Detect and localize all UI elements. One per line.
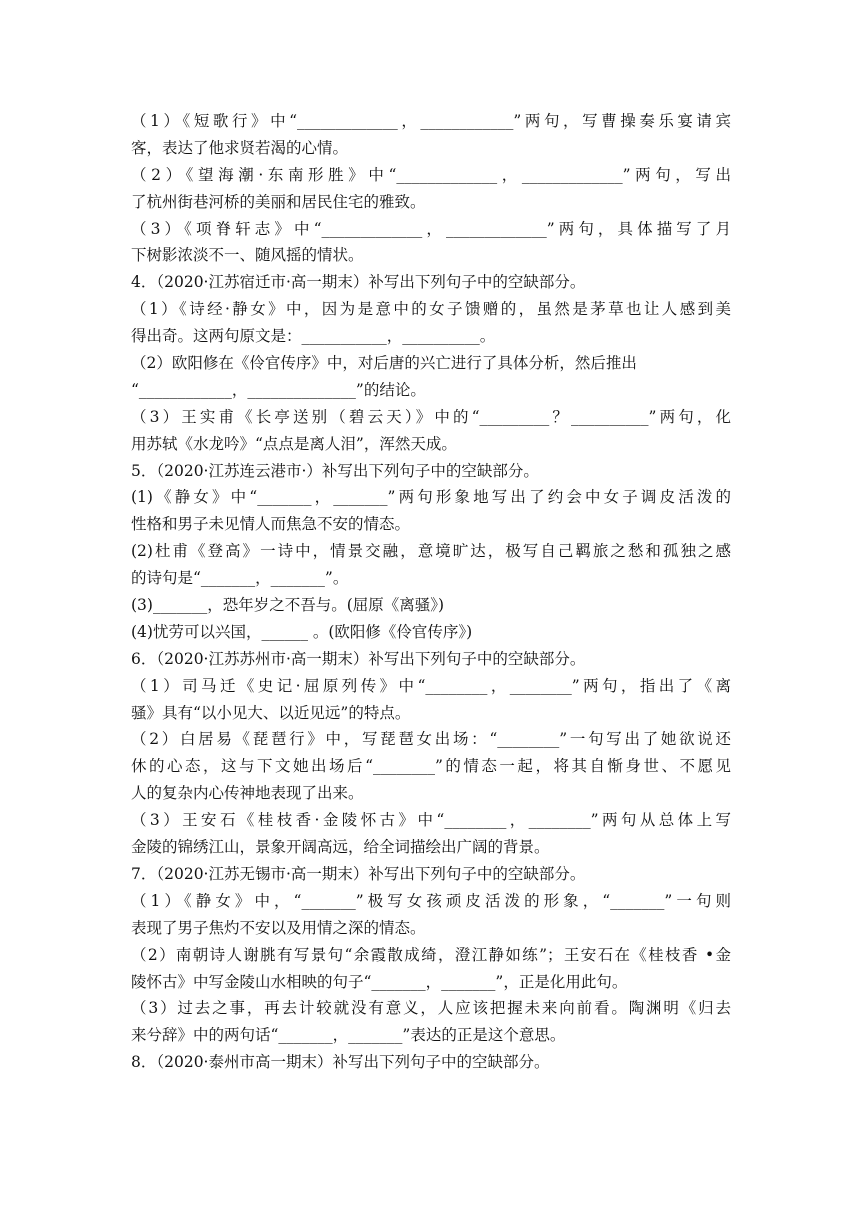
text-line: (3)_______，恐年岁之不吾与。(屈原《离骚》) (131, 596, 445, 615)
text-line: （3）《项脊轩志》中“_____________，_____________”两句，具体描写了月 (131, 219, 731, 238)
text-line: 休的心态，这与下文她出场后“________”的情态一起，将其自惭身世、不愿见 (131, 757, 731, 776)
text-line: （3）过去之事，再去计较就没有意义，人应该把握未来向前看。陶渊明《归去 (131, 999, 731, 1018)
text-line: （1）《静女》中，“_______”极写女孩顽皮活泼的形象，“_______”一句则 (131, 891, 731, 910)
text-line: 4．（2020·江苏宿迁市·高一期末）补写出下列句子中的空缺部分。 (131, 273, 586, 292)
text-line: (2)杜甫《登高》一诗中，情景交融，意境旷达，极写自己羁旅之愁和孤独之感 (131, 542, 731, 561)
text-line: 5．（2020·江苏连云港市·）补写出下列句子中的空缺部分。 (131, 461, 539, 480)
text-line: 人的复杂内心传神地表现了出来。 (131, 784, 364, 803)
text-line: （2）欧阳修在《伶官传序》中，对后唐的兴亡进行了具体分析，然后推出 (131, 354, 637, 373)
text-line: “____________，______________”的结论。 (131, 380, 426, 399)
text-line: 下树影浓淡不一、随风摇的情状。 (131, 246, 364, 265)
text-line: 金陵的锦绣江山，景象开阔高远，给全词描绘出广阔的背景。 (131, 838, 550, 857)
text-line: （1）《诗经·静女》中，因为是意中的女子馈赠的，虽然是茅草也让人感到美 (131, 300, 731, 319)
text-line: （3）王安石《桂枝香·金陵怀古》中“________，________”两句从总体上写 (131, 811, 731, 830)
text-line: 陵怀古》中写金陵山水相映的句子“_______，_______”，正是化用此句。 (131, 972, 628, 991)
text-line: （2）南朝诗人谢朓有写景句“余霞散成绮，澄江静如练”；王安石在《桂枝香 •金 (131, 945, 731, 964)
text-line: 客，表达了他求贤若渴的心情。 (131, 138, 349, 157)
text-line: 7．（2020·江苏无锡市·高一期末）补写出下列句子中的空缺部分。 (131, 864, 586, 883)
text-line: （2）《望海潮·东南形胜》中“_____________，_____________”两句，写出 (131, 165, 731, 184)
text-line: 用苏轼《水龙吟》“点点是离人泪”，浑然天成。 (131, 434, 457, 453)
text-line: （1）司马迁《史记·屈原列传》中“________，________”两句，指出了《离 (131, 676, 731, 695)
text-line: 6．（2020·江苏苏州市·高一期末）补写出下列句子中的空缺部分。 (131, 649, 586, 668)
text-line: （3）王实甫《长亭送别（碧云天）》中的“_________？__________”两句，化 (131, 407, 731, 426)
text-line: 来兮辞》中的两句话“_______，_______”表达的正是这个意思。 (131, 1026, 566, 1045)
text-line: 得出奇。这两句原文是：___________，__________。 (131, 327, 496, 346)
text-line: 表现了男子焦灼不安以及用情之深的情态。 (131, 918, 426, 937)
text-line: （1）《短歌行》中“_____________，____________”两句，写曹操奏乐宴请宾 (131, 112, 731, 130)
text-line: (1)《静女》中“_______，_______”两句形象地写出了约会中女子调皮活泼的 (131, 488, 731, 507)
text-line: 8．（2020·泰州市高一期末）补写出下列句子中的空缺部分。 (131, 1053, 550, 1072)
text-line: 骚》具有“以小见大、以近见远”的特点。 (131, 703, 411, 722)
text-line: 了杭州街巷河桥的美丽和居民住宅的雅致。 (131, 192, 426, 211)
text-line: (4)忧劳可以兴国，______ 。(欧阳修《伶官传序》) (131, 622, 473, 641)
text-line: 性格和男子未见情人而焦急不安的情态。 (131, 515, 411, 534)
document-page (131, 108, 731, 1076)
text-line: 的诗句是“_______，_______”。 (131, 569, 349, 588)
text-line: （2）白居易《琵琶行》中，写琵琶女出场：“________”一句写出了她欲说还 (131, 730, 731, 749)
